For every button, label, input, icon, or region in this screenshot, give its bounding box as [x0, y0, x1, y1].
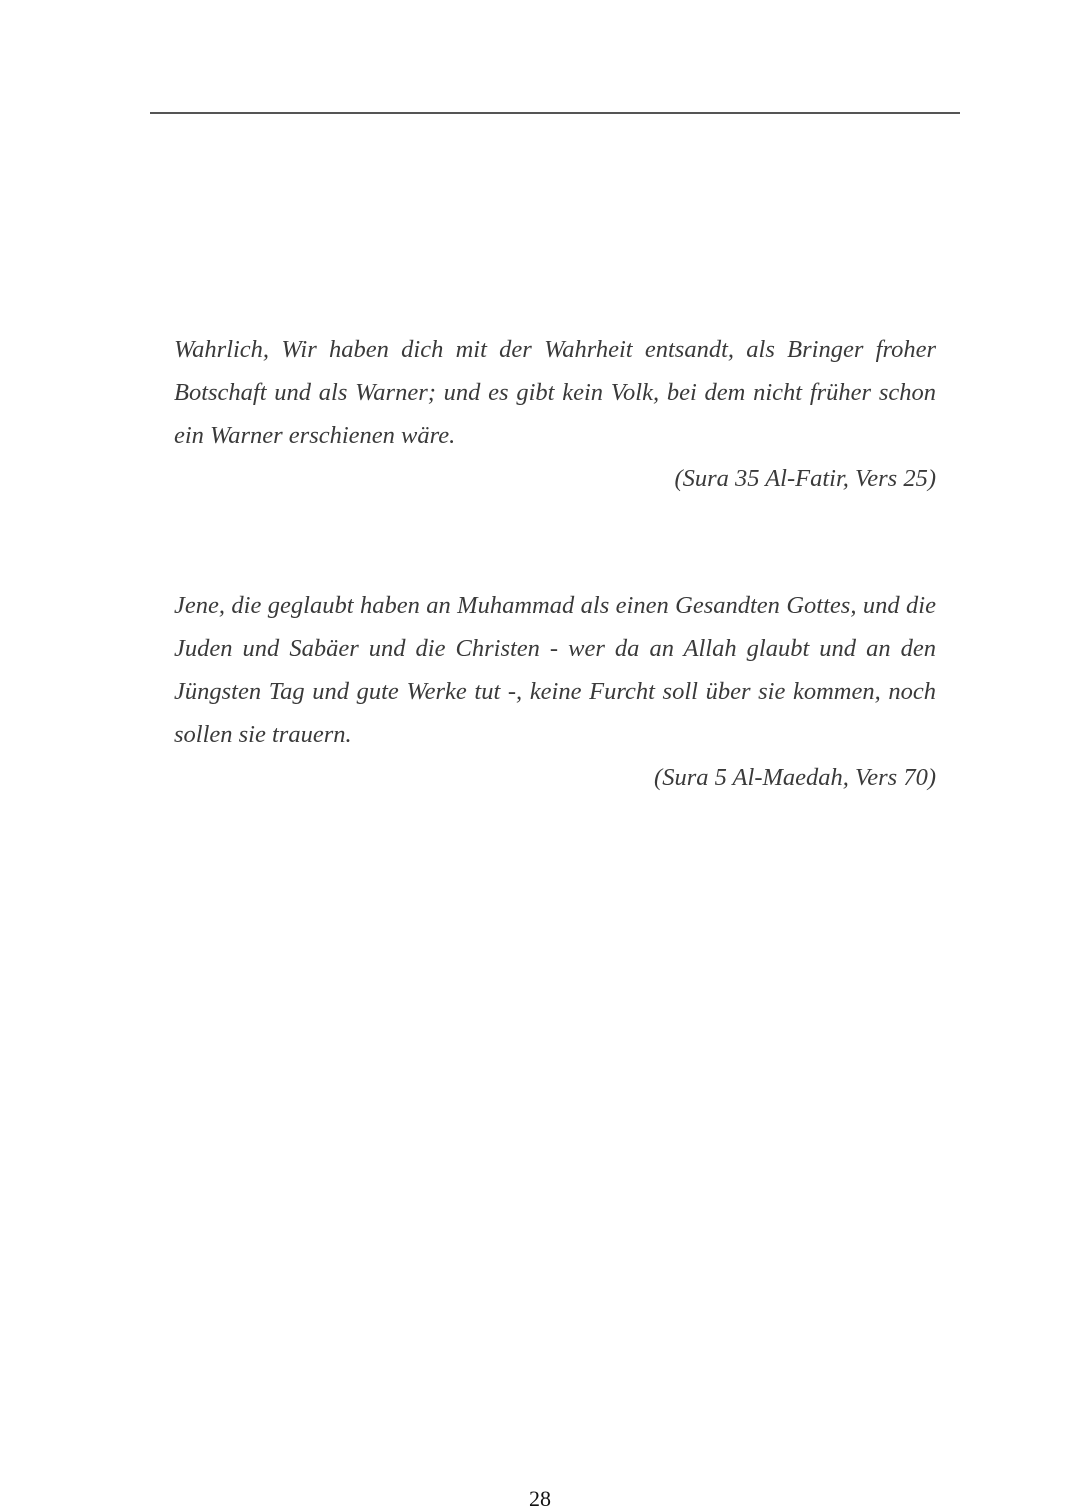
quote-citation-1: (Sura 35 Al-Fatir, Vers 25) — [674, 465, 936, 492]
quote-citation-2: (Sura 5 Al-Maedah, Vers 70) — [654, 764, 936, 791]
quote-block-2 — [174, 584, 936, 799]
quote-text-1: Wahrlich, Wir haben dich mit der Wahrheit entsandt, als Bringer froher Botschaft und als Warner; und es gibt kein Volk, bei dem nicht früher schon ein Warner erschienen wäre. — [174, 336, 936, 449]
header-rule — [150, 112, 960, 114]
quote-block-1 — [174, 328, 936, 500]
quote-text-2: Jene, die geglaubt haben an Muhammad als einen Gesandten Gottes, und die Juden und Sabäer und die Christen - wer da an Allah glaubt und an den Jüngsten Tag und gute Werke tut -, keine Furcht soll über sie kommen, noch sollen sie trauern. — [174, 592, 936, 748]
page-number: 28 — [529, 1486, 551, 1511]
